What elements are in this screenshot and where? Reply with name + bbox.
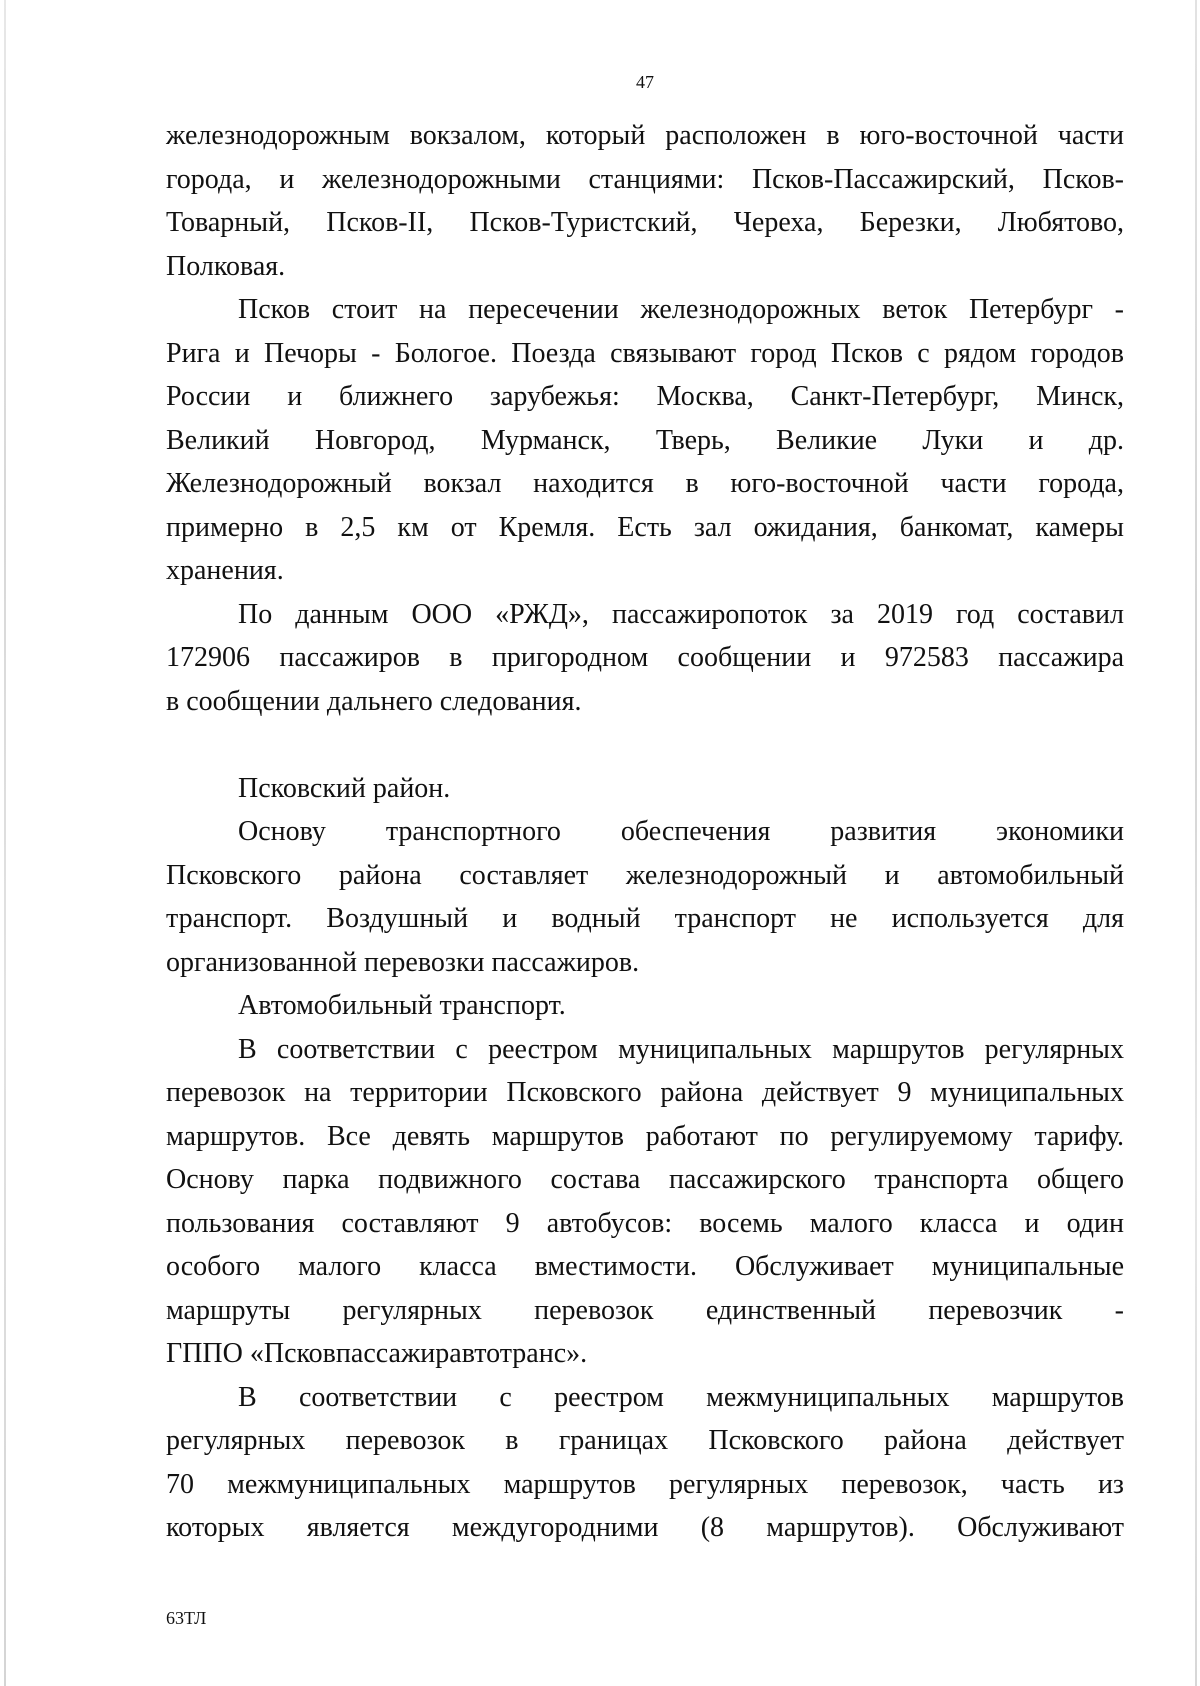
text-line: города, и железнодорожными станциями: Псков-Пассажирский, Псков- (166, 163, 1124, 195)
page-number: 47 (636, 72, 654, 92)
scan-edge-left (4, 0, 6, 1686)
text-line: 70 межмуниципальных маршрутов регулярных перевозок, часть из (166, 1468, 1124, 1500)
paragraph-first-line: Псков стоит на пересечении железнодорожных веток Петербург - (238, 294, 1124, 325)
text-line: Полковая. (166, 250, 286, 282)
document-body (166, 114, 1124, 1550)
text-line: Железнодорожный вокзал находится в юго-восточной части города, (166, 468, 1124, 499)
text-line: Основу парка подвижного состава пассажирского транспорта общего (166, 1164, 1124, 1195)
text-line: железнодорожным вокзалом, который расположен в юго-восточной части (166, 120, 1124, 151)
paragraph-gap (166, 723, 1124, 767)
paragraph-first-line: По данным ООО «РЖД», пассажиропоток за 2019 год составил (238, 598, 1124, 630)
text-line: маршруты регулярных перевозок единственный перевозчик - (166, 1294, 1124, 1326)
footer-code: 63ТЛ (166, 1608, 207, 1628)
text-line: примерно в 2,5 км от Кремля. Есть зал ожидания, банкомат, камеры (166, 511, 1124, 543)
text-line: ГППО «Псковпассажиравтотранс». (166, 1338, 588, 1369)
text-line: 172906 пассажиров в пригородном сообщении и 972583 пассажира (166, 642, 1124, 673)
paragraph-first-line: В соответствии с реестром межмуниципальных маршрутов (238, 1381, 1124, 1413)
text-line: регулярных перевозок в границах Псковского района действует (166, 1425, 1124, 1456)
text-line: хранения. (166, 555, 284, 586)
text-line: перевозок на территории Псковского района действует 9 муниципальных (166, 1077, 1124, 1108)
scan-edge-right (1195, 0, 1197, 1686)
text-line: Рига и Печоры - Бологое. Поезда связывают город Псков с рядом городов (166, 337, 1124, 369)
text-line: Великий Новгород, Мурманск, Тверь, Великие Луки и др. (166, 424, 1124, 456)
subsection-heading: Автомобильный транспорт. (238, 990, 566, 1021)
text-line: транспорт. Воздушный и водный транспорт не используется для (166, 903, 1124, 934)
paragraph-first-line: В соответствии с реестром муниципальных маршрутов регулярных (238, 1033, 1124, 1065)
text-line: маршрутов. Все девять маршрутов работают по регулируемому тарифу. (166, 1120, 1124, 1152)
text-line: Псковского района составляет железнодорожный и автомобильный (166, 859, 1124, 891)
section-heading: Псковский район. (238, 772, 451, 804)
text-line: в сообщении дальнего следования. (166, 685, 582, 717)
text-line: которых является междугородними (8 маршрутов). Обслуживают (166, 1512, 1124, 1543)
text-line: Товарный, Псков-II, Псков-Туристский, Череха, Березки, Любятово, (166, 207, 1124, 238)
text-line: России и ближнего зарубежья: Москва, Санкт-Петербург, Минск, (166, 381, 1124, 412)
text-line: особого малого класса вместимости. Обслуживает муниципальные (166, 1251, 1124, 1282)
text-line: пользования составляют 9 автобусов: восемь малого класса и один (166, 1207, 1124, 1239)
paragraph-first-line: Основу транспортного обеспечения развития экономики (238, 816, 1124, 847)
text-line: организованной перевозки пассажиров. (166, 946, 640, 978)
